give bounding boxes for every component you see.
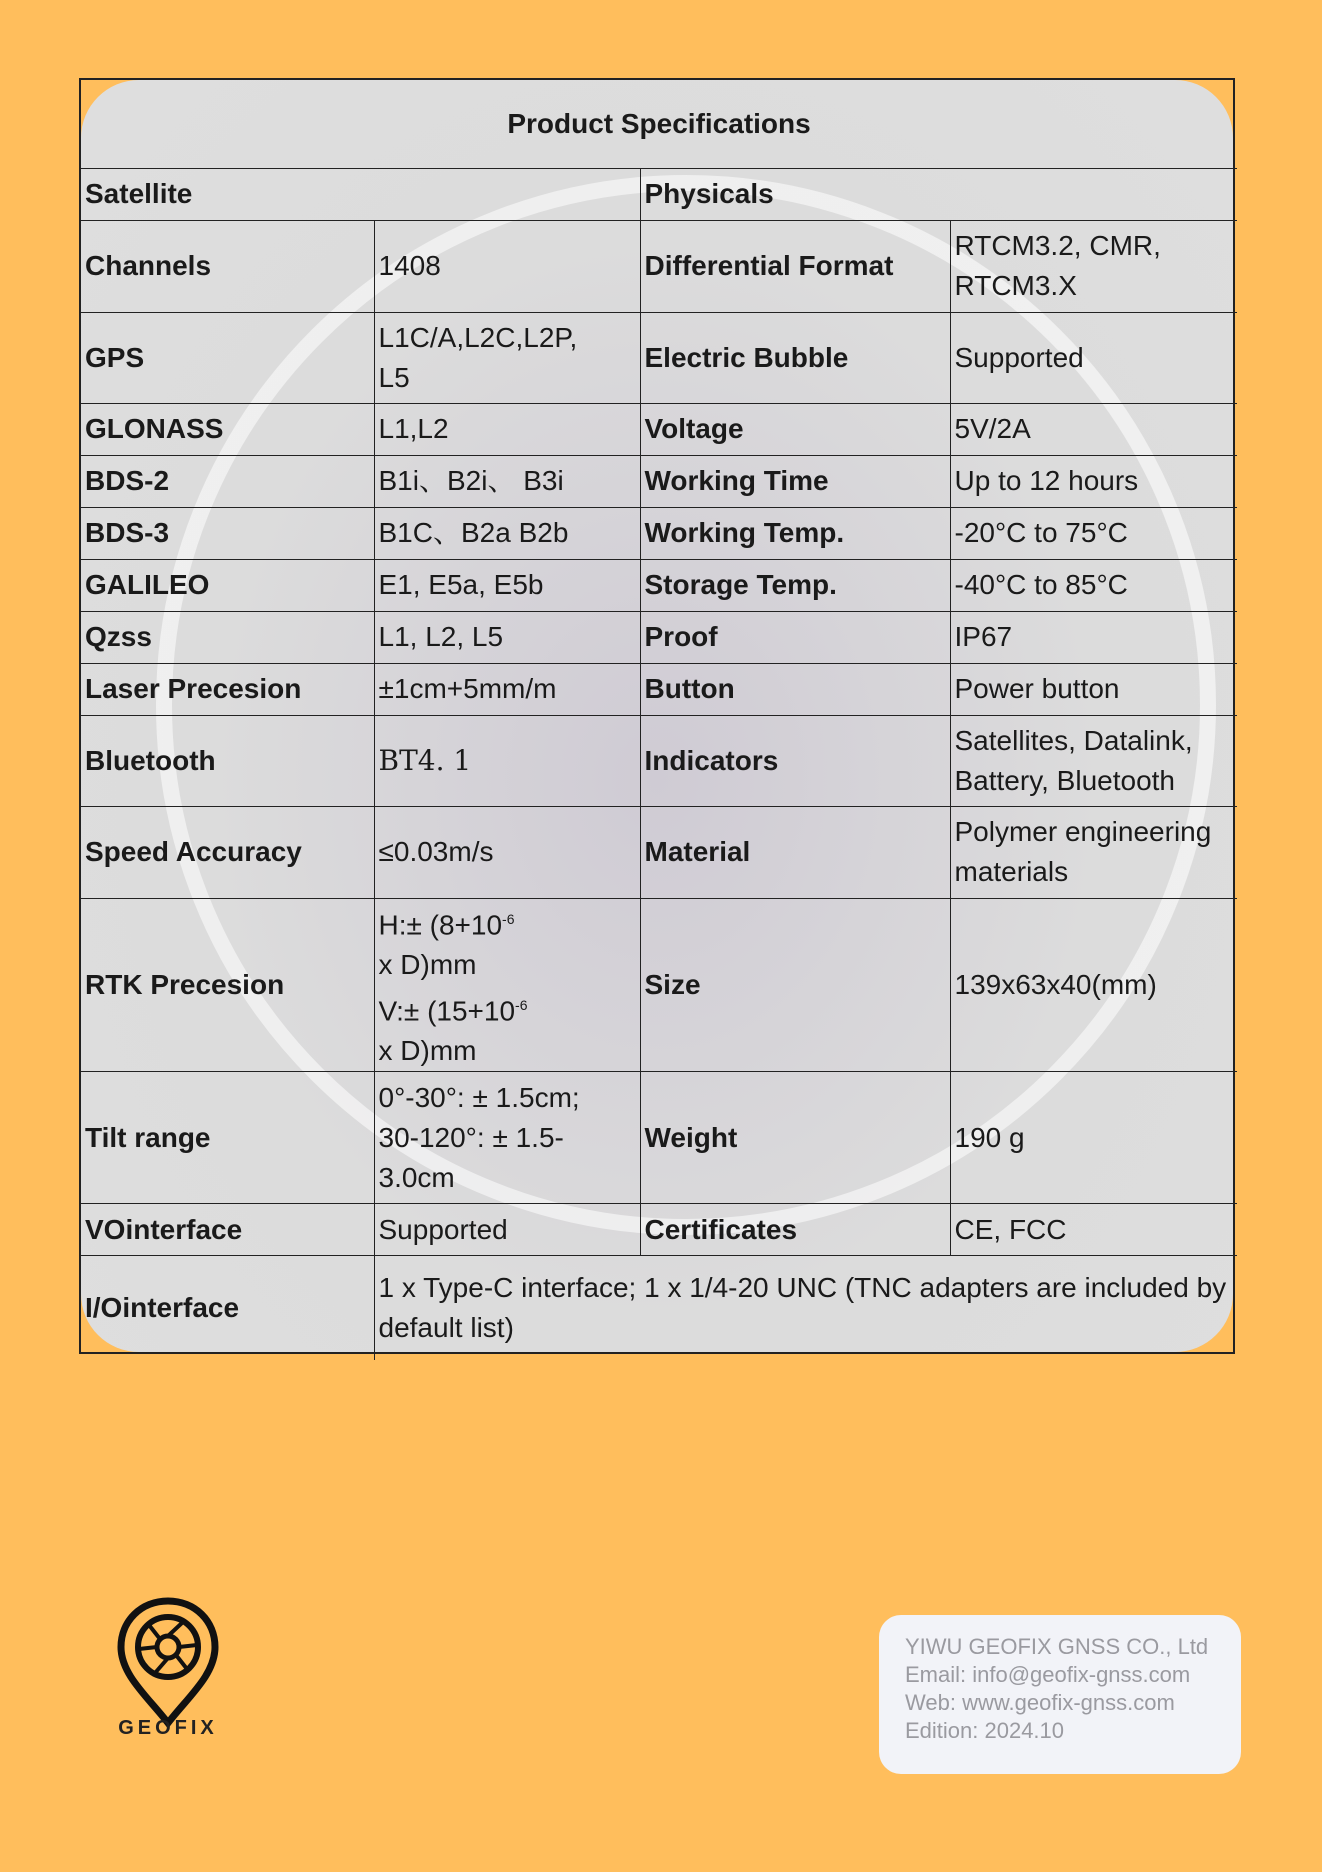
- section-satellite: Satellite: [81, 168, 640, 220]
- row-label: Laser Precesion: [81, 663, 374, 715]
- row-value: [374, 312, 640, 403]
- row-label: GPS: [81, 312, 374, 403]
- row-value: Power button: [950, 663, 1237, 715]
- row-label: Working Temp.: [640, 507, 950, 559]
- edition: Edition: 2024.10: [905, 1718, 1065, 1743]
- row-label: Tilt range: [81, 1072, 374, 1204]
- title-row: [81, 80, 1237, 168]
- value-line: 0°-30°: ± 1.5cm;: [378, 1081, 580, 1113]
- row-label: Indicators: [640, 715, 950, 806]
- row-label: Working Time: [640, 455, 950, 507]
- spec-sheet: [79, 78, 1235, 1354]
- row-value: Supported: [374, 1204, 640, 1256]
- table-row: [81, 220, 1237, 312]
- table-row: [81, 455, 1237, 507]
- row-value: L1,L2: [374, 403, 640, 455]
- value-text: H:± (8+10: [378, 908, 503, 940]
- row-label: BDS-2: [81, 455, 374, 507]
- row-label: Voltage: [640, 403, 950, 455]
- row-label: Size: [640, 898, 950, 1072]
- value-line: x D)mm: [378, 1035, 477, 1067]
- table-row: [81, 1256, 1237, 1360]
- value-line: 1 x Type-C interface; 1 x 1/4-20 UNC (TNC adapters are included by: [378, 1271, 1227, 1303]
- company-name: YIWU GEOFIX GNSS CO., Ltd: [905, 1634, 1209, 1659]
- row-label: Button: [640, 663, 950, 715]
- row-value: B1i、B2i、 B3i: [374, 455, 640, 507]
- value-line: 30-120°: ± 1.5-: [378, 1121, 564, 1153]
- section-header-row: [81, 168, 1237, 220]
- table-row: [81, 1072, 1237, 1204]
- table-row: [81, 898, 1237, 1072]
- table-row: [81, 403, 1237, 455]
- row-value: 139x63x40(mm): [950, 898, 1237, 1072]
- value-line: default list): [378, 1311, 514, 1343]
- spec-table: [81, 80, 1237, 1360]
- row-label: I/Ointerface: [81, 1256, 374, 1360]
- table-row: [81, 806, 1237, 898]
- row-label: Qzss: [81, 611, 374, 663]
- row-value: [950, 220, 1237, 312]
- value-text: V:± (15+10: [378, 995, 516, 1027]
- row-value: 190 g: [950, 1072, 1237, 1204]
- value-line: RTCM3.2, CMR,: [954, 230, 1161, 261]
- row-label: Proof: [640, 611, 950, 663]
- row-value: [950, 806, 1237, 898]
- contact-email: Email: info@geofix-gnss.com: [905, 1662, 1191, 1687]
- section-physicals: Physicals: [640, 168, 1237, 220]
- row-value: L1, L2, L5: [374, 611, 640, 663]
- table-row: [81, 507, 1237, 559]
- value-line: [379, 899, 636, 945]
- value-line: 3.0cm: [378, 1161, 455, 1193]
- row-value: [374, 898, 640, 1072]
- value-line: Polymer engineering: [954, 816, 1212, 847]
- row-label: GALILEO: [81, 559, 374, 611]
- row-value: B1C、B2a B2b: [374, 507, 640, 559]
- value-line: [379, 985, 636, 1031]
- value-line: x D)mm: [378, 948, 477, 980]
- row-label: Material: [640, 806, 950, 898]
- table-row: [81, 715, 1237, 806]
- row-label: BDS-3: [81, 507, 374, 559]
- logo-text: GEOFIX: [118, 1717, 218, 1739]
- row-value: Up to 12 hours: [950, 455, 1237, 507]
- superscript: -6: [502, 910, 515, 927]
- page-title: Product Specifications: [81, 80, 1237, 168]
- row-value: [950, 715, 1237, 806]
- value-line: materials: [954, 856, 1069, 887]
- row-value: IP67: [950, 611, 1237, 663]
- row-label: Weight: [640, 1072, 950, 1204]
- superscript: -6: [515, 996, 528, 1013]
- table-row: [81, 1204, 1237, 1256]
- row-value: -40°C to 85°C: [950, 559, 1237, 611]
- value-line: Satellites, Datalink,: [954, 724, 1193, 756]
- table-row: [81, 663, 1237, 715]
- row-label: Electric Bubble: [640, 312, 950, 403]
- table-row: [81, 312, 1237, 403]
- value-line: L1C/A,L2C,L2P,: [378, 321, 578, 353]
- row-label: Certificates: [640, 1204, 950, 1256]
- value-line: RTCM3.X: [954, 270, 1077, 301]
- row-label: Speed Accuracy: [81, 806, 374, 898]
- row-label: Bluetooth: [81, 715, 374, 806]
- row-value: -20°C to 75°C: [950, 507, 1237, 559]
- row-label: GLONASS: [81, 403, 374, 455]
- row-value-wide: [374, 1256, 1237, 1360]
- row-value: E1, E5a, E5b: [374, 559, 640, 611]
- row-label: Differential Format: [640, 220, 950, 312]
- value-line: Battery, Bluetooth: [954, 764, 1175, 796]
- row-value: CE, FCC: [950, 1204, 1237, 1256]
- table-row: [81, 559, 1237, 611]
- table-row: [81, 611, 1237, 663]
- row-label: RTK Precesion: [81, 898, 374, 1072]
- row-label: Channels: [81, 220, 374, 312]
- contact-card: [879, 1615, 1241, 1774]
- value-line: L5: [378, 361, 410, 393]
- row-value: BT4. 1: [374, 715, 640, 806]
- row-label: VOinterface: [81, 1204, 374, 1256]
- contact-web: Web: www.geofix-gnss.com: [905, 1690, 1175, 1715]
- row-value: Supported: [950, 312, 1237, 403]
- row-value: [374, 1072, 640, 1204]
- row-value: ±1cm+5mm/m: [374, 663, 640, 715]
- row-value: 1408: [374, 220, 640, 312]
- row-label: Storage Temp.: [640, 559, 950, 611]
- row-value: ≤0.03m/s: [374, 806, 640, 898]
- row-value: 5V/2A: [950, 403, 1237, 455]
